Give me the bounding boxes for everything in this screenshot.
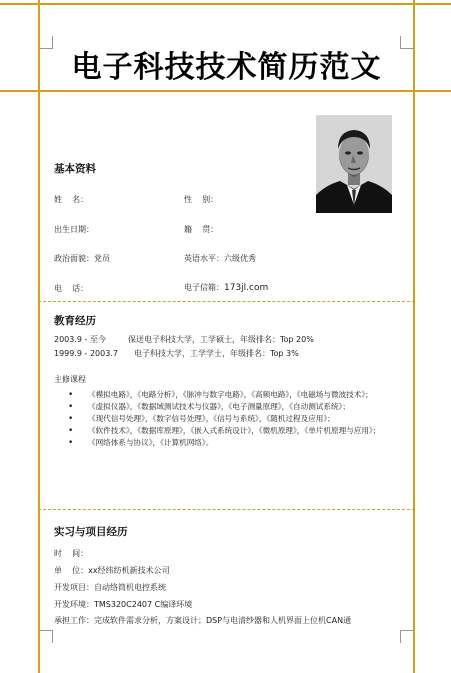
internship-label: 单 位： — [54, 566, 89, 575]
list-item: • 《虚拟仪器》，《数据域测试技术与仪器》，《电子测量原理》，《自动测试系统》； — [54, 401, 406, 413]
email-label: 电子信箱： — [184, 283, 224, 292]
section-divider — [38, 301, 415, 302]
internship-value: 完成软件需求分析，方案设计；DSP与电清纱器和人机界面上位机CAN通 — [94, 616, 352, 625]
education-period: 2003.9 - 至今 — [54, 335, 106, 344]
education-detail: 电子科技大学，工学学士，年级排名：Top 3% — [134, 349, 299, 358]
internship-line — [54, 582, 166, 593]
email-value: 173jl.com — [224, 283, 269, 293]
birthdate-field — [54, 224, 94, 235]
frame-line-left — [38, 0, 40, 673]
internship-label: 开发项目： — [54, 583, 94, 592]
political-status-label: 政治面貌： — [54, 254, 94, 263]
gender-field — [184, 194, 218, 205]
internship-label: 承担工作： — [54, 616, 94, 625]
phone-field — [54, 283, 88, 294]
header-band-top — [0, 3, 451, 5]
courses-heading: 主修课程 — [54, 375, 86, 384]
portrait-icon — [316, 115, 392, 213]
political-status-field — [54, 253, 110, 264]
courses-list — [54, 389, 406, 449]
education-heading: 教育经历 — [54, 315, 96, 327]
internship-value: xx经纬纺机新技术公司 — [88, 566, 170, 575]
hometown-field — [184, 224, 218, 235]
education-entry — [54, 348, 299, 359]
list-item: • 《模拟电路》，《电路分析》，《脉冲与数字电路》，《高频电路》，《电磁场与微波技术》； — [54, 389, 406, 401]
english-level-label: 英语水平： — [184, 254, 224, 263]
frame-line-right — [413, 0, 415, 673]
phone-label: 电 话： — [54, 284, 89, 293]
education-period: 1999.9 - 2003.7 — [54, 349, 118, 358]
internship-line — [54, 548, 88, 559]
internship-label: 时 间： — [54, 549, 89, 558]
internship-heading: 实习与项目经历 — [54, 526, 128, 538]
email-field — [184, 282, 268, 293]
gender-label: 性 别： — [184, 195, 219, 204]
list-item: • 《网络体系与协议》，《计算机网络》。 — [54, 437, 406, 449]
political-status-value: 党员 — [94, 254, 110, 263]
basic-info-heading: 基本资料 — [54, 163, 96, 175]
page-title: 电子科技技术简历范文 — [71, 50, 382, 85]
birthdate-label: 出生日期： — [54, 225, 94, 234]
header-band-bottom — [0, 90, 451, 92]
hometown-label: 籍 贯： — [184, 225, 219, 234]
name-field — [54, 194, 88, 205]
education-entry — [54, 334, 314, 345]
education-detail: 保送电子科技大学，工学硕士，年级排名：Top 20% — [128, 335, 314, 344]
internship-line — [54, 615, 399, 626]
list-item: • 《软件技术》，《数据库原理》，《嵌入式系统设计》，《微机原理》，《单片机原理与应用》； — [54, 425, 406, 437]
list-item: • 《现代信号处理》，《数字信号处理》，《信号与系统》，《随机过程及应用》； — [54, 413, 406, 425]
internship-line — [54, 599, 192, 610]
portrait-photo — [316, 115, 392, 213]
name-label: 姓 名： — [54, 195, 89, 204]
english-level-value: 六级优秀 — [224, 254, 256, 263]
internship-line — [54, 565, 170, 576]
internship-label: 开发环境： — [54, 600, 94, 609]
internship-value: TMS320C2407 C编译环境 — [94, 600, 193, 609]
section-divider — [38, 509, 415, 510]
corner-mark-bottom-left — [40, 630, 53, 643]
corner-mark-bottom-right — [400, 630, 413, 643]
english-level-field — [184, 253, 256, 264]
internship-value: 自动络筒机电控系统 — [94, 583, 166, 592]
